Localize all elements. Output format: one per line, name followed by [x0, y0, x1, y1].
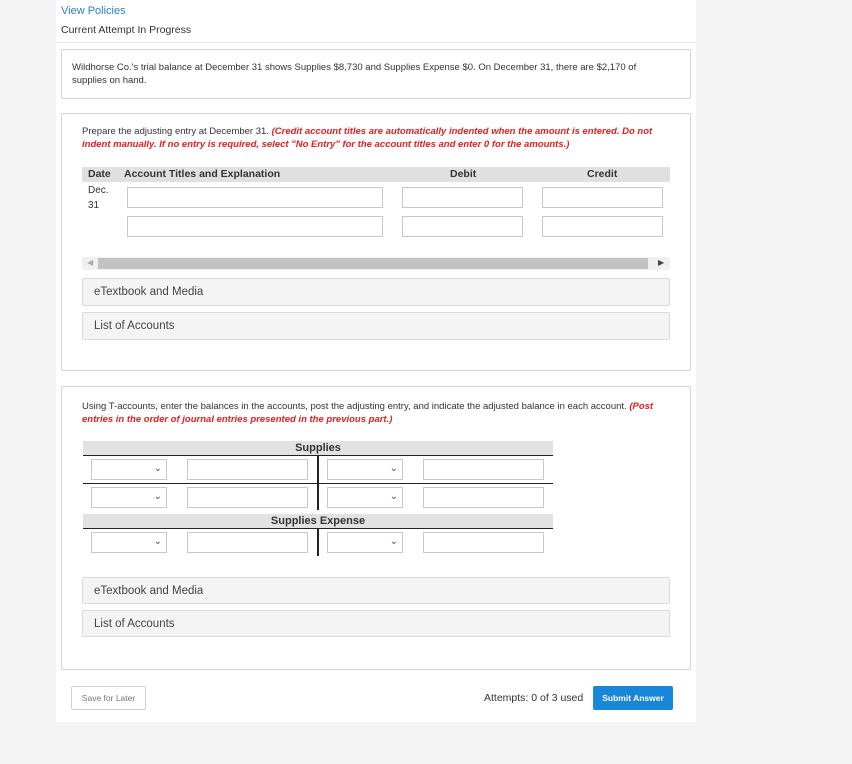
expense-credit-amount-1[interactable]	[423, 532, 544, 553]
attempts-counter: Attempts: 0 of 3 used	[484, 692, 584, 704]
attempt-status: Current Attempt In Progress	[61, 24, 192, 36]
chevron-down-icon: ⌄	[153, 463, 162, 474]
part2-note: (Post entries in the order of journal entries presented in the previous part.)	[82, 401, 654, 425]
col-credit: Credit	[587, 168, 618, 180]
chevron-down-icon: ⌄	[389, 463, 398, 474]
t-account-supplies-balance-line	[83, 483, 553, 484]
account-title-input-1[interactable]	[127, 187, 383, 208]
expense-credit-account-select-1[interactable]	[327, 532, 403, 553]
view-policies-link[interactable]: View Policies	[61, 5, 126, 17]
etextbook-panel-1[interactable]: eTextbook and Media	[82, 278, 670, 306]
col-debit: Debit	[450, 168, 477, 180]
supplies-debit-account-select-2[interactable]	[91, 487, 167, 508]
list-accounts-panel-2[interactable]: List of Accounts	[82, 610, 670, 637]
journal-header	[82, 167, 670, 182]
supplies-debit-amount-2[interactable]	[187, 487, 308, 508]
part1-instruction-block	[82, 125, 670, 151]
header-divider	[56, 42, 696, 43]
expense-debit-account-select-1[interactable]	[91, 532, 167, 553]
supplies-debit-amount-1[interactable]	[187, 459, 308, 480]
expense-debit-amount-1[interactable]	[187, 532, 308, 553]
chevron-down-icon: ⌄	[389, 491, 398, 502]
save-for-later-button[interactable]: Save for Later	[71, 686, 146, 710]
list-accounts-panel-1[interactable]: List of Accounts	[82, 312, 670, 340]
account-title-input-2[interactable]	[127, 216, 383, 237]
part1-note: (Credit account titles are automatically indented when the amount is entered. Do not indent manually. If no entry is required, select "No Entry" for the account titles and enter 0 for the amounts.)	[82, 126, 653, 150]
t-account-expense-divider	[317, 529, 319, 556]
problem-text: Wildhorse Co.'s trial balance at December 31 shows Supplies $8,730 and Supplies Expense $0. On December 31, there are $2,170 of supplies on hand.	[72, 62, 637, 86]
supplies-credit-amount-2[interactable]	[423, 487, 544, 508]
credit-input-1[interactable]	[542, 187, 663, 208]
t-account-supplies-title: Supplies	[83, 441, 553, 455]
supplies-credit-account-select-2[interactable]	[327, 487, 403, 508]
scroll-right-icon[interactable]: ▶	[658, 258, 665, 267]
date-day: 31	[88, 200, 100, 211]
supplies-credit-amount-1[interactable]	[423, 459, 544, 480]
assignment-page	[56, 0, 696, 722]
t-account-supplies-expense-title: Supplies Expense	[83, 514, 553, 528]
credit-input-2[interactable]	[542, 216, 663, 237]
part2-instruction: Using T-accounts, enter the balances in the accounts, post the adjusting entry, and indicate the adjusted balance in each account.	[82, 401, 627, 412]
supplies-credit-account-select-1[interactable]	[327, 459, 403, 480]
debit-input-1[interactable]	[402, 187, 523, 208]
etextbook-panel-2[interactable]: eTextbook and Media	[82, 577, 670, 604]
part1-box	[61, 113, 691, 371]
debit-input-2[interactable]	[402, 216, 523, 237]
part2-instruction-block	[82, 400, 662, 426]
chevron-down-icon: ⌄	[153, 491, 162, 502]
chevron-down-icon: ⌄	[389, 536, 398, 547]
submit-answer-button[interactable]: Submit Answer	[593, 686, 673, 710]
col-date: Date	[88, 168, 111, 180]
horizontal-scrollbar[interactable]	[82, 257, 670, 270]
date-month: Dec.	[88, 185, 109, 196]
problem-box	[61, 49, 691, 99]
part2-box	[61, 386, 691, 670]
supplies-debit-account-select-1[interactable]	[91, 459, 167, 480]
scrollbar-thumb[interactable]	[98, 258, 648, 269]
col-account: Account Titles and Explanation	[124, 168, 281, 180]
scroll-left-icon[interactable]: ◀	[87, 258, 94, 267]
part1-instruction: Prepare the adjusting entry at December 31.	[82, 126, 269, 137]
chevron-down-icon: ⌄	[153, 536, 162, 547]
